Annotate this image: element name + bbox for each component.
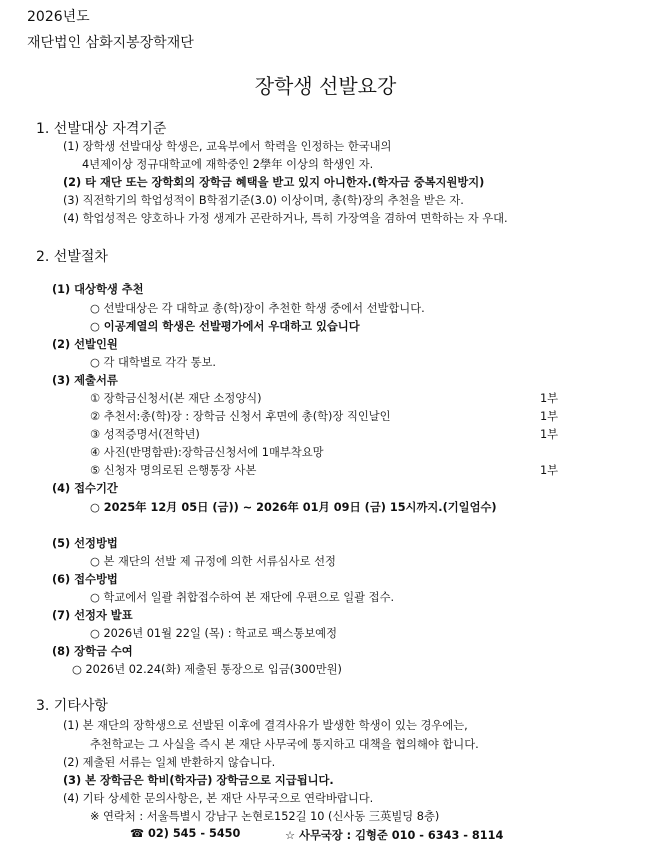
doc-item: ② 추천서:총(학)장 : 장학금 신청서 후면에 총(학)장 직인날인: [90, 410, 391, 423]
section3-heading: 3. 기타사항: [36, 698, 108, 714]
subsection-line: ○ 2025年 12月 05日 (금)) ~ 2026年 01月 09日 (금) 15시까지.(기일엄수): [90, 501, 497, 514]
subsection-line: ○ 2026년 01월 22일 (목) : 학교로 팩스통보예정: [90, 627, 337, 640]
section2-heading: 2. 선발절차: [36, 249, 108, 265]
subsection-title: (8) 장학금 수여: [52, 645, 133, 658]
subsection-title: (5) 선정방법: [52, 537, 118, 550]
doc-count: 1부: [540, 464, 559, 477]
section1-item: (3) 직전학기의 학업성적이 B학점기준(3.0) 이상이며, 총(학)장의 추천을 받은 자.: [63, 194, 464, 207]
doc-count: 1부: [540, 428, 559, 441]
contact-phone: ☎ 02) 545 - 5450: [130, 827, 241, 840]
doc-count: 1부: [540, 410, 559, 423]
subsection-line: ○ 이공계열의 학생은 선발평가에서 우대하고 있습니다: [90, 320, 360, 333]
section1-item: (1) 장학생 선발대상 학생은, 교육부에서 학력을 인정하는 한국내의: [63, 140, 392, 153]
subsection-line: ○ 본 재단의 선발 제 규정에 의한 서류심사로 선정: [90, 555, 336, 568]
contact-manager: ☆ 사무국장 : 김형준 010 - 6343 - 8114: [285, 829, 504, 842]
subsection-title: (1) 대상학생 추천: [52, 283, 144, 296]
subsection-line: ○ 선발대상은 각 대학교 총(학)장이 추천한 학생 중에서 선발합니다.: [90, 302, 425, 315]
contact-address: ※ 연락처 : 서울특별시 강남구 논현로152길 10 (신사동 三英빌딩 8층): [90, 810, 440, 823]
foundation-name: 재단법인 삼화지봉장학재단: [27, 35, 194, 51]
doc-item: ⑤ 신청자 명의로된 은행통장 사본: [90, 464, 257, 477]
subsection-title: (6) 접수방법: [52, 573, 118, 586]
section3-line: (1) 본 재단의 장학생으로 선발된 이후에 결격사유가 발생한 학생이 있는 경우에는,: [63, 719, 468, 732]
section1-item: (4) 학업성적은 양호하나 가정 생계가 곤란하거나, 특히 가장역을 겸하여 면학하는 자 우대.: [63, 212, 508, 225]
subsection-title: (7) 선정자 발표: [52, 609, 133, 622]
doc-item: ③ 성적증명서(전학년): [90, 428, 200, 441]
section1-heading: 1. 선발대상 자격기준: [36, 121, 167, 137]
section3-line: 추천학교는 그 사실을 즉시 본 재단 사무국에 통지하고 대책을 협의해야 합니다.: [90, 738, 479, 751]
subsection-line: ○ 각 대학별로 각각 통보.: [90, 356, 217, 369]
section3-line: (4) 기타 상세한 문의사항은, 본 재단 사무국으로 연락바랍니다.: [63, 792, 374, 805]
document-title: 장학생 선발요강: [254, 74, 397, 98]
section1-item: (2) 타 재단 또는 장학회의 장학금 혜택을 받고 있지 아니한자.(학자금 중복지원방지): [63, 176, 485, 189]
section1-item: 4년제이상 정규대학교에 재학중인 2學年 이상의 학생인 자.: [82, 158, 374, 171]
section3-line: (2) 제출된 서류는 일체 반환하지 않습니다.: [63, 756, 276, 769]
doc-count: 1부: [540, 392, 559, 405]
subsection-title: (4) 접수기간: [52, 482, 118, 495]
subsection-line: ○ 학교에서 일괄 취합접수하여 본 재단에 우편으로 일괄 접수.: [90, 591, 395, 604]
doc-item: ④ 사진(반명함판):장학금신청서에 1매부착요망: [90, 446, 324, 459]
subsection-line: ○ 2026년 02.24(화) 제출된 통장으로 입금(300만원): [72, 663, 342, 676]
doc-item: ① 장학금신청서(본 재단 소정양식): [90, 392, 262, 405]
subsection-title: (2) 선발인원: [52, 338, 118, 351]
section3-line: (3) 본 장학금은 학비(학자금) 장학금으로 지급됩니다.: [63, 774, 334, 787]
document-year: 2026년도: [27, 9, 90, 25]
subsection-title: (3) 제출서류: [52, 374, 118, 387]
